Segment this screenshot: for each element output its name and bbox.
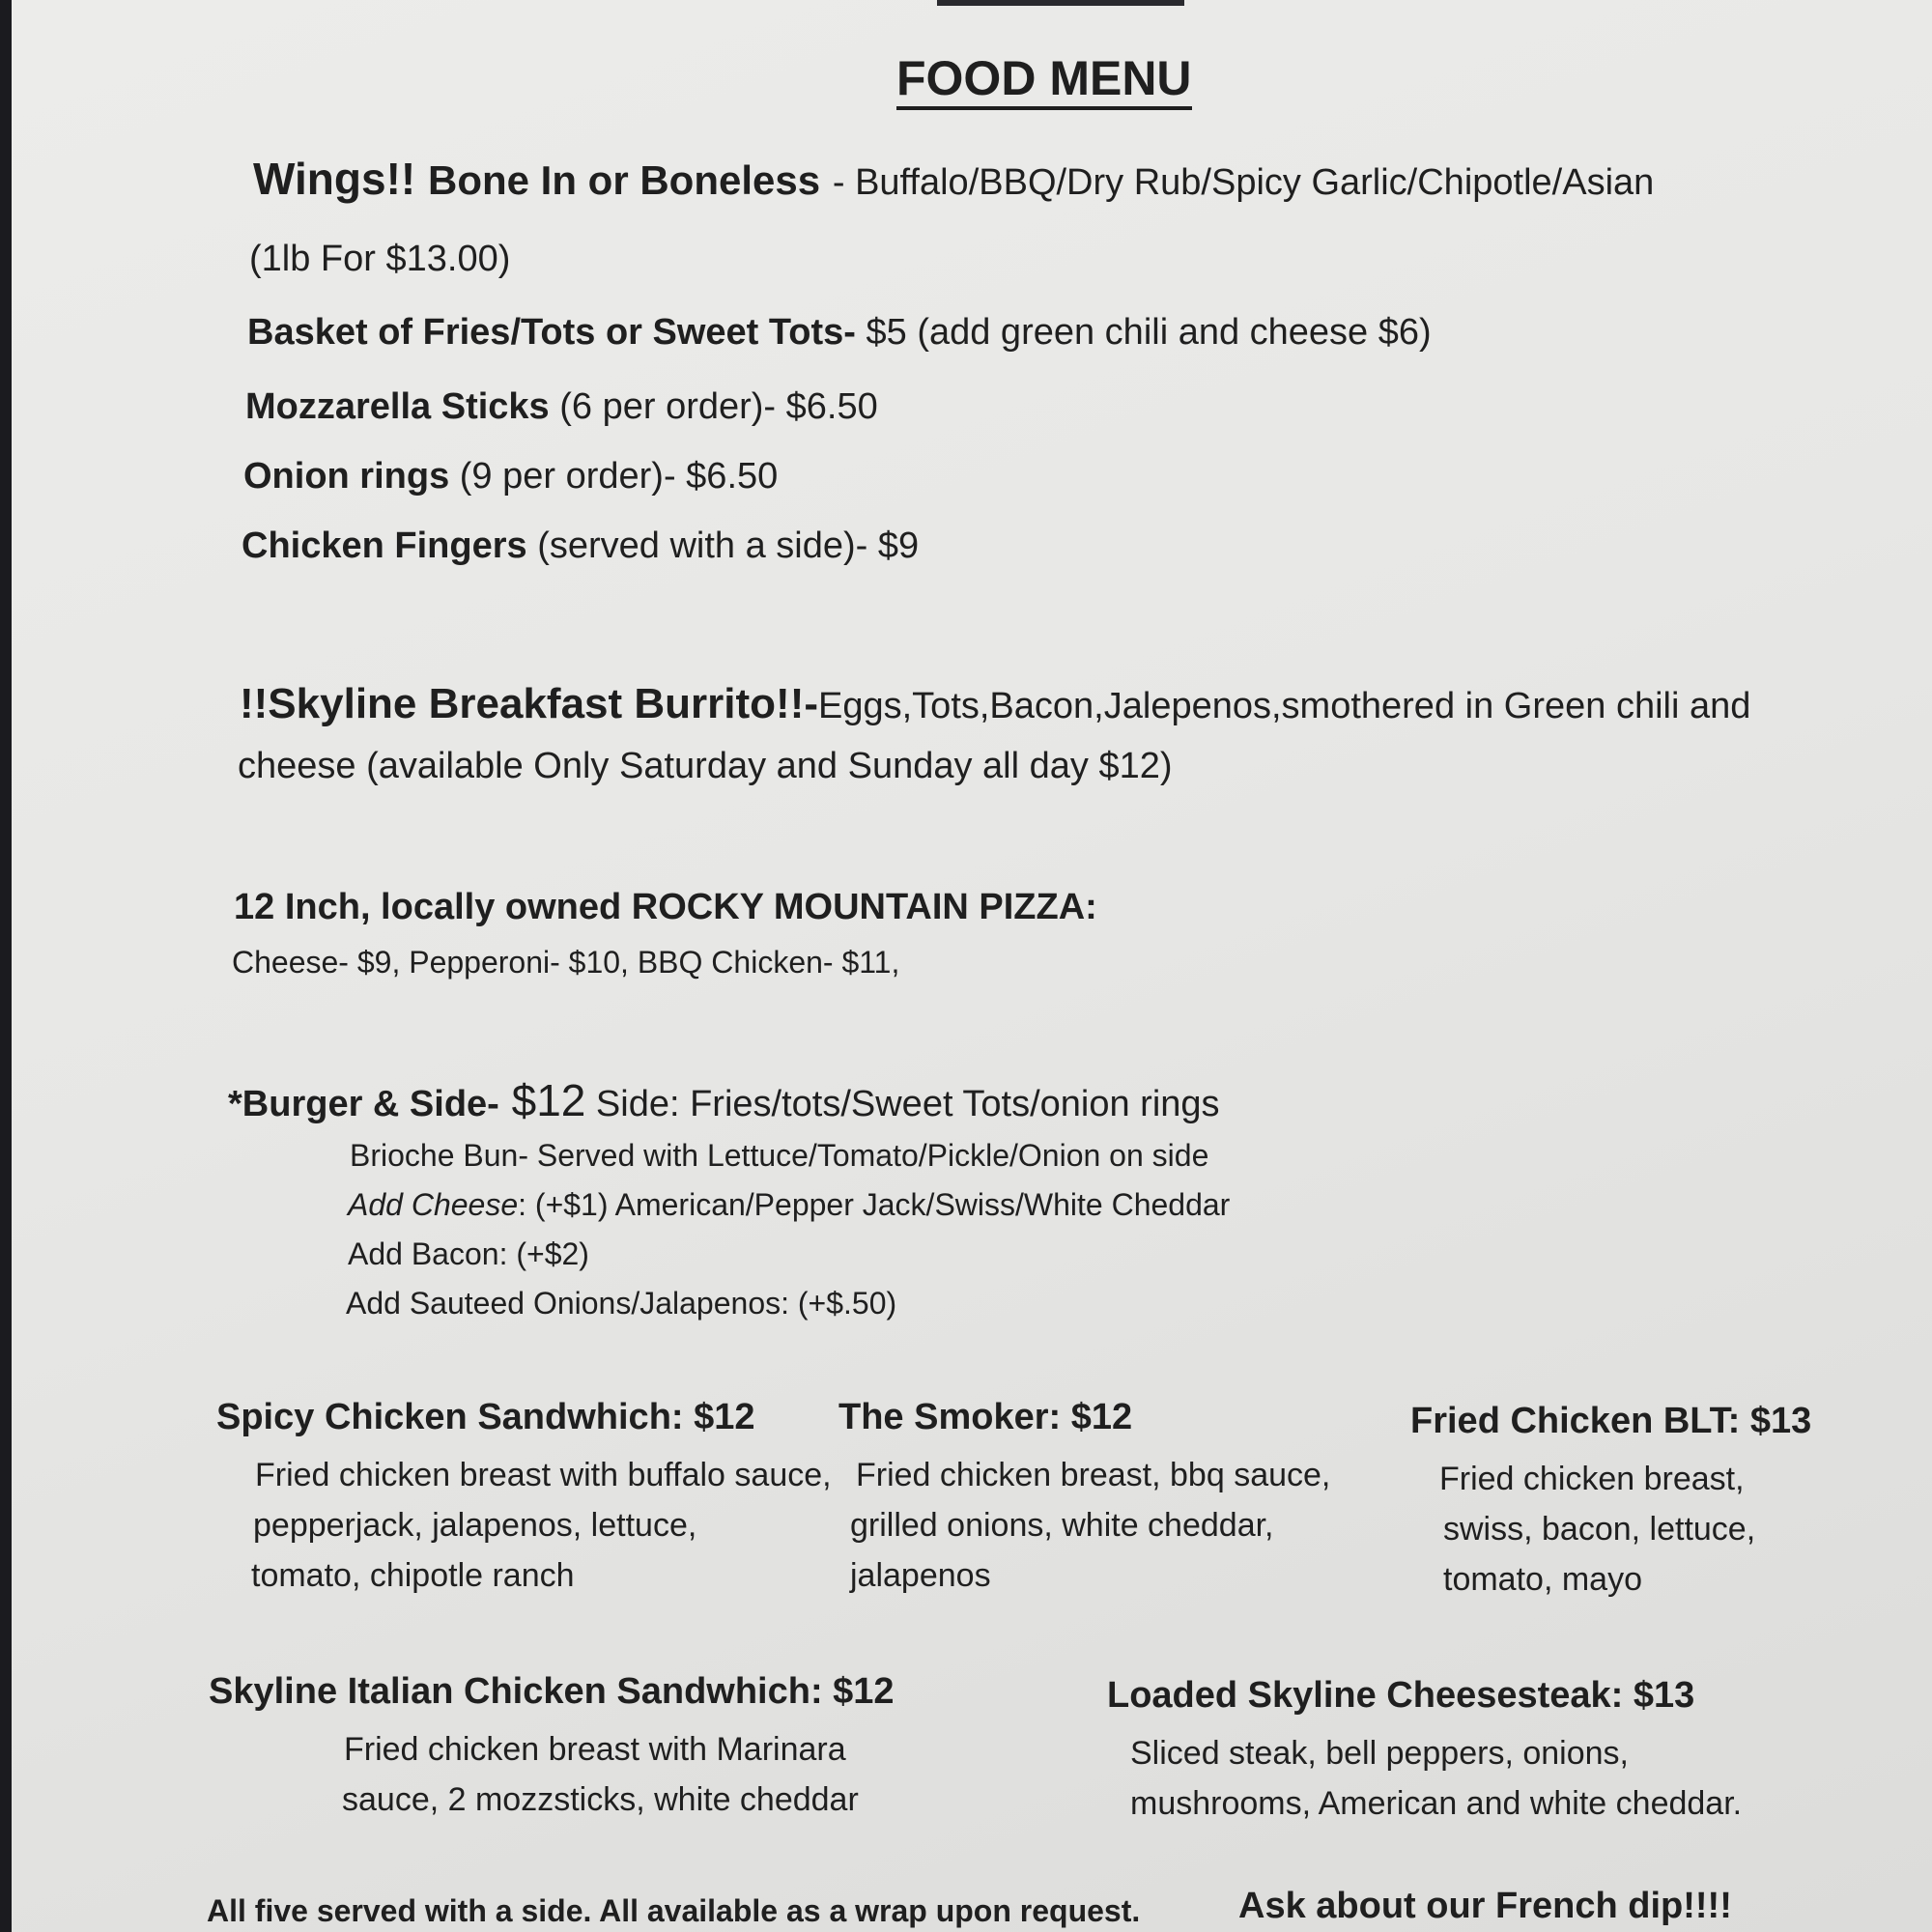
footer-note: All five served with a side. All available as a wrap upon request. xyxy=(207,1893,1141,1928)
appetizer-item xyxy=(242,526,919,567)
appetizer-name: Mozzarella Sticks xyxy=(245,386,550,427)
sandwich-description-line: tomato, mayo xyxy=(1443,1561,1642,1598)
burger-add-cheese xyxy=(348,1187,1230,1223)
footer-french-dip: Ask about our French dip!!!! xyxy=(1238,1886,1732,1926)
pizza-prices: Cheese- $9, Pepperoni- $10, BBQ Chicken- $11, xyxy=(232,945,900,980)
sandwich-description-line: Fried chicken breast, bbq sauce, xyxy=(856,1457,1331,1493)
wings-name: Wings!! xyxy=(253,154,416,204)
burger-bun: Brioche Bun- Served with Lettuce/Tomato/Pickle/Onion on side xyxy=(350,1138,1209,1173)
appetizer-detail: (6 per order)- $6.50 xyxy=(549,386,878,427)
appetizer-detail: (served with a side)- $9 xyxy=(526,526,920,566)
burger-add-bacon: Add Bacon: (+$2) xyxy=(348,1236,589,1271)
wings-style: Bone In or Boneless xyxy=(428,157,821,203)
sandwich-name: Loaded Skyline Cheesesteak: $13 xyxy=(1107,1675,1695,1716)
add-cheese-detail: : (+$1) American/Pepper Jack/Swiss/White Cheddar xyxy=(518,1187,1231,1222)
pizza-heading: 12 Inch, locally owned ROCKY MOUNTAIN PIZZA: xyxy=(234,887,1097,927)
sandwich-description-line: Fried chicken breast, xyxy=(1439,1461,1745,1497)
sandwich-description-line: grilled onions, white cheddar, xyxy=(850,1507,1274,1544)
appetizer-detail: $5 (add green chili and cheese $6) xyxy=(855,312,1432,353)
appetizer-item xyxy=(243,456,778,497)
sandwich-name: Fried Chicken BLT: $13 xyxy=(1410,1401,1812,1441)
appetizer-item xyxy=(247,312,1432,354)
burger-name: *Burger & Side- xyxy=(228,1084,499,1124)
appetizer-name: Onion rings xyxy=(243,456,450,497)
appetizer-detail: (9 per order)- $6.50 xyxy=(449,456,779,497)
sandwich-name: The Smoker: $12 xyxy=(838,1397,1133,1437)
menu-title: FOOD MENU xyxy=(896,50,1192,110)
sandwich-name: Spicy Chicken Sandwhich: $12 xyxy=(216,1397,755,1437)
burger-heading xyxy=(228,1074,1220,1126)
sandwich-description-line: sauce, 2 mozzsticks, white cheddar xyxy=(342,1781,859,1818)
burrito-line-2: cheese (available Only Saturday and Sunday all day $12) xyxy=(238,746,1173,786)
sandwich-description-line: mushrooms, American and white cheddar. xyxy=(1130,1785,1743,1822)
burger-price: $12 xyxy=(498,1075,586,1125)
sandwich-description-line: jalapenos xyxy=(850,1557,991,1594)
appetizer-item xyxy=(245,386,878,428)
paper-tab-strip xyxy=(937,0,1184,6)
wings-flavors: - Buffalo/BBQ/Dry Rub/Spicy Garlic/Chipotle/Asian xyxy=(832,162,1655,203)
sandwich-description-line: pepperjack, jalapenos, lettuce, xyxy=(253,1507,697,1544)
sandwich-name: Skyline Italian Chicken Sandwhich: $12 xyxy=(209,1671,895,1712)
wings-price: (1lb For $13.00) xyxy=(249,239,511,279)
wings-heading xyxy=(253,153,1654,205)
burger-sides: Side: Fries/tots/Sweet Tots/onion rings xyxy=(585,1084,1220,1124)
burrito-name: !!Skyline Breakfast Burrito!!- xyxy=(240,680,819,727)
sandwich-description-line: swiss, bacon, lettuce, xyxy=(1443,1511,1756,1548)
appetizer-name: Chicken Fingers xyxy=(242,526,527,566)
burrito-line-1 xyxy=(240,680,1750,728)
sandwich-description-line: tomato, chipotle ranch xyxy=(251,1557,575,1594)
burger-add-onions: Add Sauteed Onions/Jalapenos: (+$.50) xyxy=(346,1286,897,1321)
appetizer-name: Basket of Fries/Tots or Sweet Tots- xyxy=(247,312,856,353)
add-cheese-label: Add Cheese xyxy=(348,1187,519,1222)
burrito-description: Eggs,Tots,Bacon,Jalepenos,smothered in Green chili and xyxy=(818,686,1751,726)
sandwich-description-line: Fried chicken breast with Marinara xyxy=(344,1731,846,1768)
sandwich-description-line: Fried chicken breast with buffalo sauce, xyxy=(255,1457,832,1493)
sandwich-description-line: Sliced steak, bell peppers, onions, xyxy=(1130,1735,1629,1772)
